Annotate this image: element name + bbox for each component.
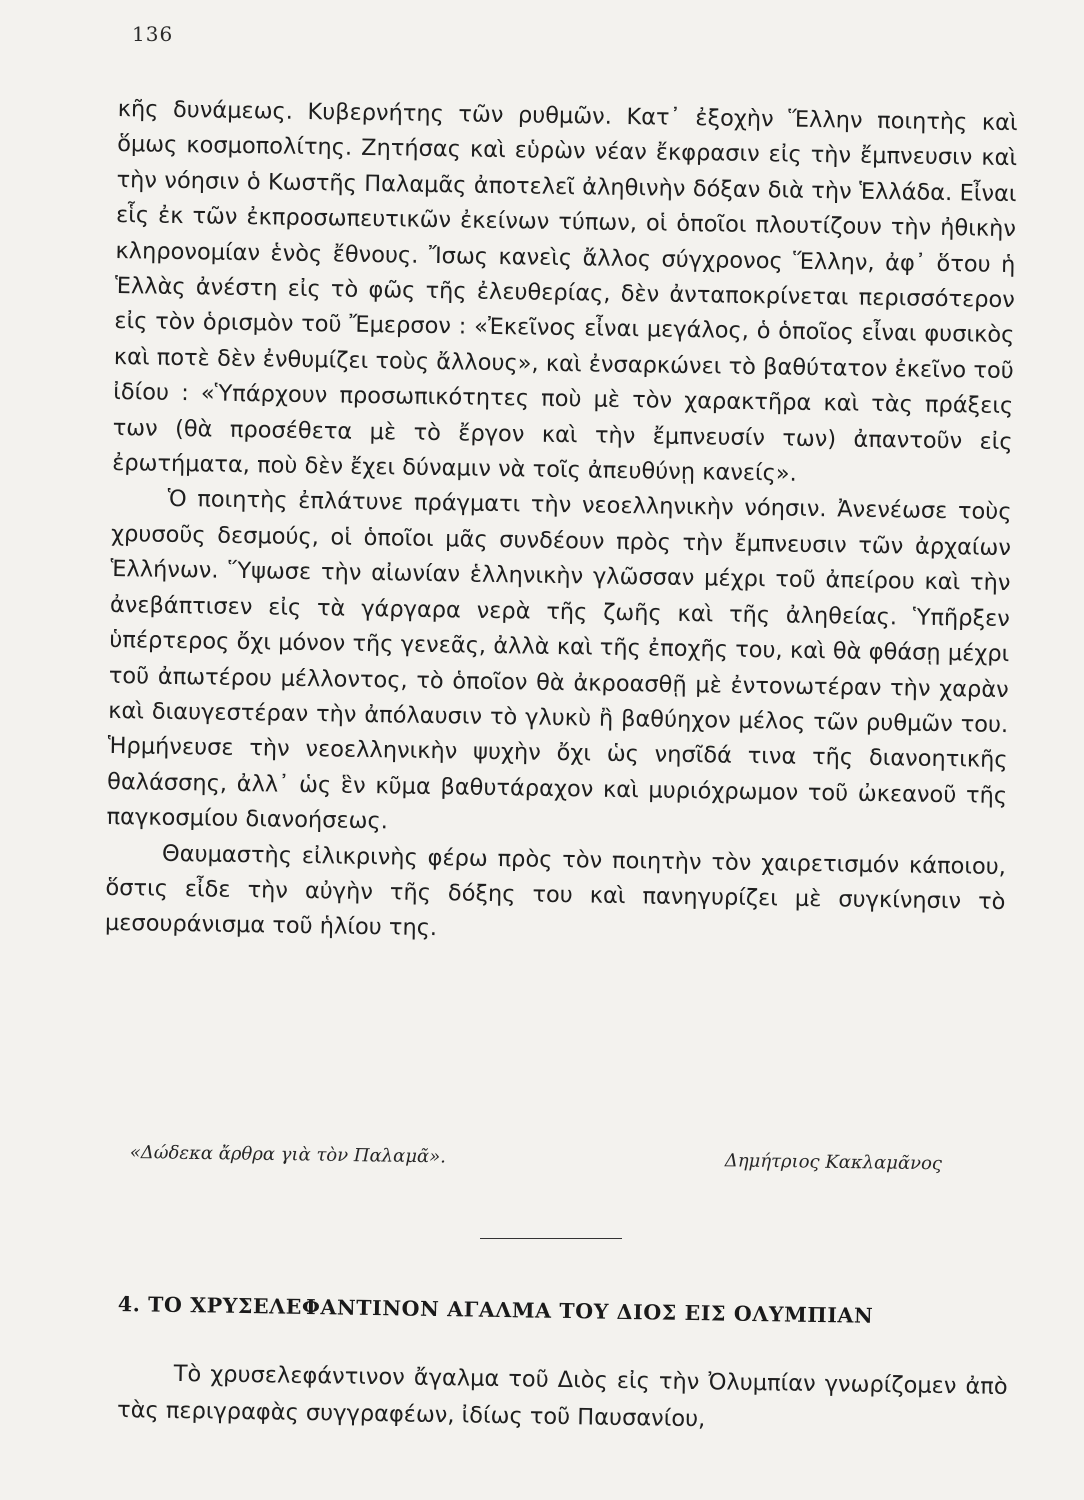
body-text xyxy=(105,92,1018,956)
section-divider xyxy=(480,1238,622,1239)
section-text xyxy=(117,1355,1008,1443)
page-number: 136 xyxy=(132,22,174,46)
paragraph: Θαυμαστὴς εἰλικρινὴς φέρω πρὸς τὸν ποιητὴν τὸν χαιρετισμόν κάποιου, ὅστις εἶδε τὴν αὐγὴν τῆς δόξης του καὶ πανηγυρίζει μὲ συγκίνησιν τὸ μεσουράνισμα τοῦ ἡλίου της. xyxy=(104,840,1007,942)
paragraph: κῆς δυνάμεως. Κυβερνήτης τῶν ρυθμῶν. Κατ᾿ ἐξοχὴν Ἕλλην ποιητὴς καὶ ὅμως κοσμοπολίτης. Ζητήσας καὶ εὑρὼν νέαν ἔκφρασιν εἰς τὴν ἔμπνευσιν καὶ τὴν νόησιν ὁ Κωστῆς Παλαμᾶς ἀποτελεῖ ἀληθινὴν δόξαν διὰ τὴν Ἑλλάδα. Εἶναι εἷς ἐκ τῶν ἐκπροσωπευτικῶν ἐκείνων τύπων, οἱ ὁποῖοι πλουτίζουν τὴν ἠθικὴν κληρονομίαν ἑνὸς ἔθνους. Ἴσως κανεὶς ἄλλος σύγχρονος Ἕλλην, ἀφ᾿ ὅτου ἡ Ἑλλὰς ἀνέστη εἰς τὸ φῶς τῆς ἐλευθερίας, δὲν ἀνταποκρίνεται περισσότερον εἰς τὸν ὁρισμὸν τοῦ Ἔμερσον : «Ἐκεῖνος εἶναι μεγάλος, ὁ ὁποῖος εἶναι φυσικὸς καὶ ποτὲ δὲν ἐνθυμίζει τοὺς ἄλλους», καὶ ἐνσαρκώνει τὸ βαθύτατον ἐκεῖνο τοῦ ἰδίου : «Ὑπάρχουν προσωπικότητες ποὺ μὲ τὸν χαρακτῆρα καὶ τὰς πράξεις των (θὰ προσέθετα μὲ τὸ ἔργον καὶ τὴν ἔμπνευσίν των) ἀπαντοῦν εἰς ἐρωτήματα, ποὺ δὲν ἔχει δύναμιν νὰ τοῖς ἀπευθύνῃ κανείς». xyxy=(111,95,1018,487)
paragraph: Τὸ χρυσελεφάντινον ἄγαλμα τοῦ Διὸς εἰς τὴν Ὀλυμπίαν γνωρίζομεν ἀπὸ τὰς περιγραφὰς συγγραφέων, ἰδίως τοῦ Παυσανίου, xyxy=(116,1360,1008,1433)
paragraph: Ὁ ποιητὴς ἐπλάτυνε πράγματι τὴν νεοελληνικὴν νόησιν. Ἀνενέωσε τοὺς χρυσοῦς δεσμούς, οἱ ὁποῖοι μᾶς συνδέουν πρὸς τὴν ἔμπνευσιν τῶν ἀρχαίων Ἑλλήνων. Ὕψωσε τὴν αἰωνίαν ἑλληνικὴν γλῶσσαν μέχρι τοῦ ἀπείρου καὶ τὴν ἀνεβάπτισεν εἰς τὰ γάργαρα νερὰ τῆς ζωῆς καὶ τῆς ἀληθείας. Ὑπῆρξεν ὑπέρτερος ὄχι μόνον τῆς γενεᾶς, ἀλλὰ καὶ τῆς ἐποχῆς του, καὶ θὰ φθάσῃ μέχρι τοῦ ἀπωτέρου μέλλοντος, τὸ ὁποῖον θὰ ἀκροασθῇ μὲ ἐντονωτέραν τὴν χαρὰν καὶ διαυγεστέραν τὴν ἀπόλαυσιν τὸ γλυκὺ ἢ βαθύηχον μέλος τῶν ρυθμῶν του. Ἡρμήνευσε τὴν νεοελληνικὴν ψυχὴν ὄχι ὡς νησῖδά τινα τῆς διανοητικῆς θαλάσσης, ἀλλ᾿ ὡς ἓν κῦμα βαθυτάραχον καὶ μυριόχρωμον τοῦ ὠκεανοῦ τῆς παγκοσμίου διανοήσεως. xyxy=(106,486,1012,835)
attribution-author: Δημήτριος Κακλαμᾶνος xyxy=(724,1150,943,1175)
section-heading: 4. ΤΟ ΧΡΥΣΕΛΕΦΑΝΤΙΝΟΝ ΑΓΑΛΜΑ ΤΟΥ ΔΙΟΣ ΕΙΣ ΟΛΥΜΠΙΑΝ xyxy=(117,1292,874,1328)
attribution-source: «Δώδεκα ἄρθρα γιὰ τὸν Παλαμᾶ». xyxy=(129,1142,447,1168)
attribution xyxy=(129,1142,980,1175)
